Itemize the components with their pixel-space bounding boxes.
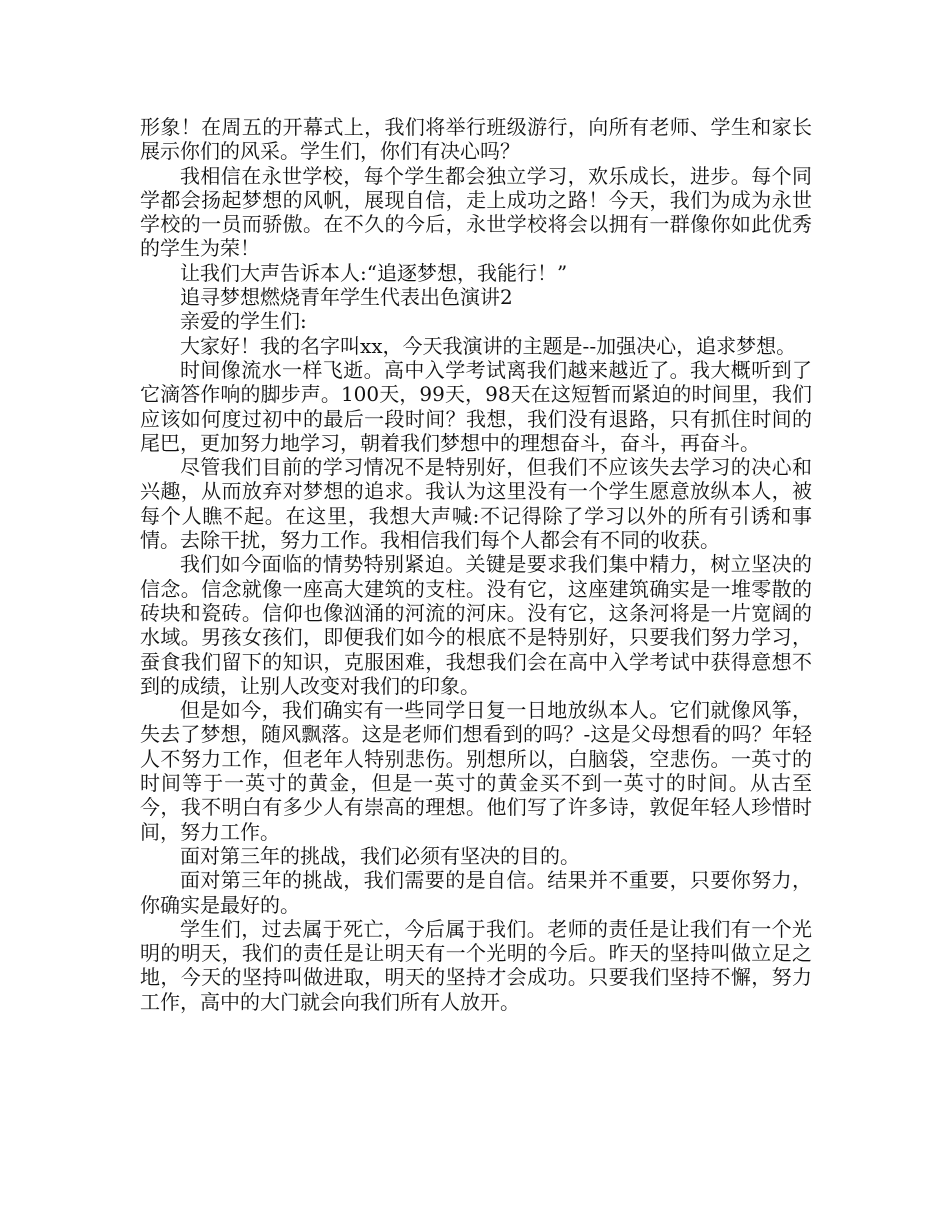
speech-title: 追寻梦想燃烧青年学生代表出色演讲2 xyxy=(180,285,513,310)
paragraph: 面对第三年的挑战，我们必须有坚决的目的。 xyxy=(180,843,580,868)
salutation: 亲爱的学生们: xyxy=(180,309,307,334)
paragraph: 大家好！我的名字叫xx，今天我演讲的主题是--加强决心，追求梦想。 xyxy=(180,333,797,358)
paragraph-slogan: 让我们大声告诉本人:“追逐梦想，我能行！” xyxy=(180,260,568,285)
paragraph: 我相信在永世学校，每个学生都会独立学习，欢乐成长，进步。每个同学都会扬起梦想的风帆，展现自信，走上成功之路！今天，我们为成为永世学校的一员而骄傲。在不久的今后，永世学校将会以拥有一群像你如此优秀的学生为荣！ xyxy=(140,163,812,261)
paragraph: 但是如今，我们确实有一些同学日复一日地放纵本人。它们就像风筝，失去了梦想，随风飘落。这是老师们想看到的吗？-这是父母想看的吗？年轻人不努力工作，但老年人特别悲伤。别想所以，白脑袋，空悲伤。一英寸的时间等于一英寸的黄金，但是一英寸的黄金买不到一英寸的时间。从古至今，我不明白有多少人有崇高的理想。他们写了许多诗，敦促年轻人珍惜时间，努力工作。 xyxy=(140,698,812,844)
document-body xyxy=(140,115,812,1014)
paragraph: 学生们，过去属于死亡，今后属于我们。老师的责任是让我们有一个光明的明天，我们的责任是让明天有一个光明的今后。昨天的坚持叫做立足之地，今天的坚持叫做进取，明天的坚持才会成功。只要我们坚持不懈，努力工作，高中的大门就会向我们所有人放开。 xyxy=(140,916,812,1014)
paragraph: 我们如今面临的情势特别紧迫。关键是要求我们集中精力，树立坚决的信念。信念就像一座高大建筑的支柱。没有它，这座建筑确实是一堆零散的砖块和瓷砖。信仰也像汹涌的河流的河床。没有它，这条河将是一片宽阔的水域。男孩女孩们，即便我们如今的根底不是特别好，只要我们努力学习，蚕食我们留下的知识，克服困难，我想我们会在高中入学考试中获得意想不到的成绩，让别人改变对我们的印象。 xyxy=(140,552,812,698)
paragraph: 面对第三年的挑战，我们需要的是自信。结果并不重要，只要你努力，你确实是最好的。 xyxy=(140,868,812,917)
paragraph: 尽管我们目前的学习情况不是特别好，但我们不应该失去学习的决心和兴趣，从而放弃对梦想的追求。我认为这里没有一个学生愿意放纵本人，被每个人瞧不起。在这里，我想大声喊:不记得除了学习以外的所有引诱和事情。去除干扰，努力工作。我相信我们每个人都会有不同的收获。 xyxy=(140,455,812,553)
paragraph: 时间像流水一样飞逝。高中入学考试离我们越来越近了。我大概听到了它滴答作响的脚步声。100天，99天，98天在这短暂而紧迫的时间里，我们应该如何度过初中的最后一段时间？我想，我们没有退路，只有抓住时间的尾巴，更加努力地学习，朝着我们梦想中的理想奋斗，奋斗，再奋斗。 xyxy=(140,357,812,455)
paragraph-continuation: 形象！在周五的开幕式上，我们将举行班级游行，向所有老师、学生和家长展示你们的风采。学生们，你们有决心吗？ xyxy=(140,115,812,164)
